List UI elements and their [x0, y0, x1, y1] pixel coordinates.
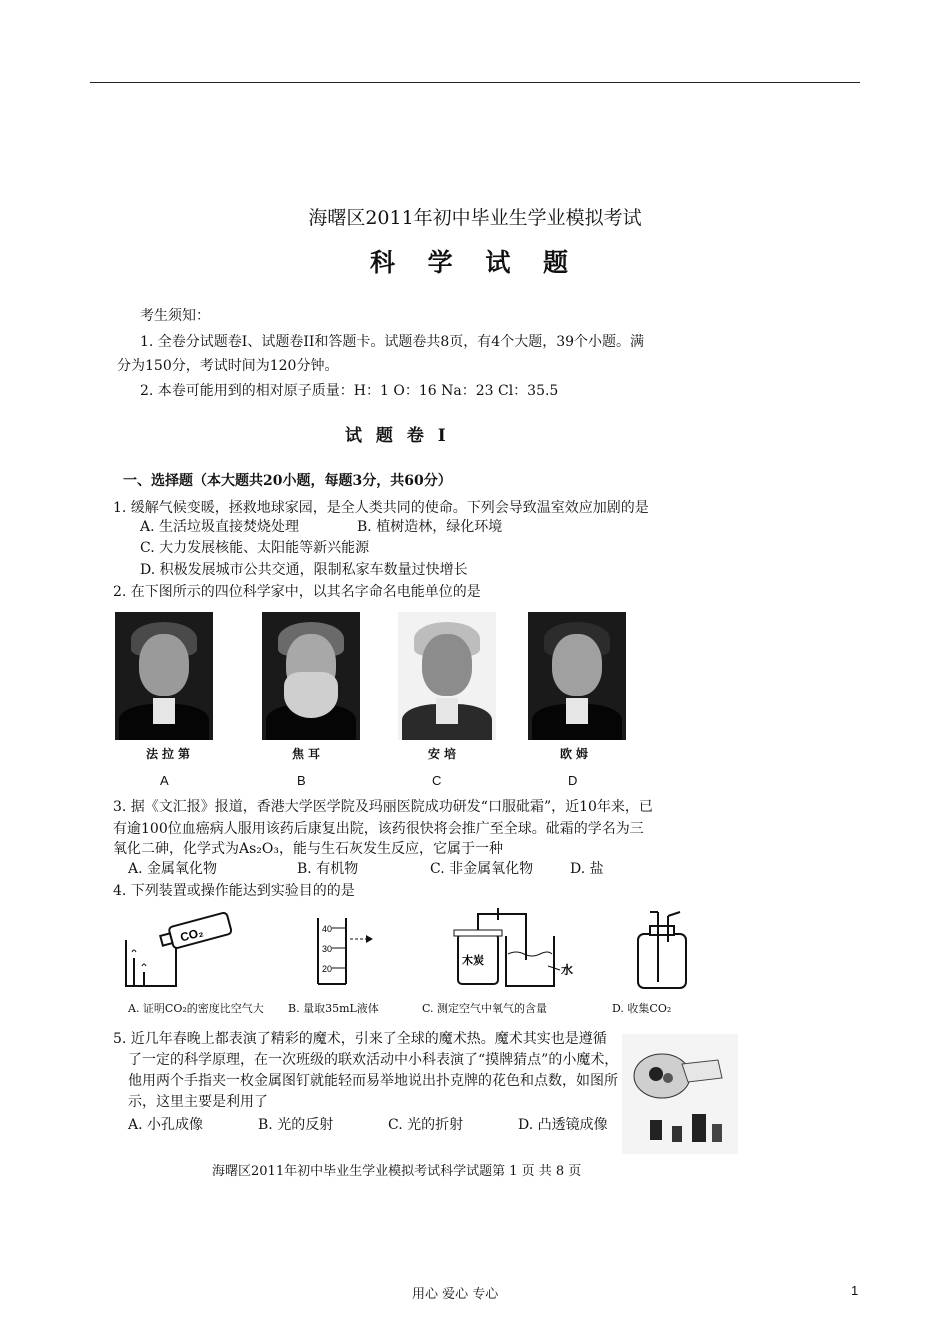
apparatus-caption-b: B. 量取35mL液体: [288, 1002, 379, 1015]
water-label: 水: [561, 963, 574, 977]
q5-option-c: C. 光的折射: [388, 1117, 464, 1133]
notice-item-1-line-2: 分为150分，考试时间为120分钟。: [117, 358, 339, 374]
notice-item-2: 2. 本卷可能用到的相对原子质量：H：1 O：16 Na：23 Cl：35.5: [140, 383, 559, 399]
apparatus-caption-a: A. 证明CO₂的密度比空气大: [128, 1002, 264, 1015]
apparatus-caption-c: C. 测定空气中氧气的含量: [422, 1002, 548, 1015]
q1-stem: 1. 缓解气候变暖，拯救地球家园，是全人类共同的使命。下列会导致温室效应加剧的是: [113, 500, 649, 516]
q5-line-1: 5. 近几年春晚上都表演了精彩的魔术，引来了全球的魔术热。魔术其实也是遵循: [113, 1031, 607, 1047]
q5-option-b: B. 光的反射: [258, 1117, 334, 1133]
section-title: 试 题 卷 Ⅰ: [345, 426, 450, 446]
scientist-label-d: D: [568, 773, 578, 788]
q3-option-d: D. 盐: [570, 861, 604, 877]
notice-heading: 考生须知：: [140, 308, 210, 324]
footer-page-info: 海曙区2011年初中毕业生学业模拟考试科学试题第 1 页 共 8 页: [212, 1164, 582, 1179]
part-label: 一、选择题: [123, 473, 193, 489]
apparatus-caption-d: D. 收集CO₂: [612, 1002, 672, 1015]
q5-line-3: 他用两个手指夹一枚金属图钉就能轻而易举地说出扑克牌的花色和点数，如图所: [128, 1073, 618, 1089]
scientist-name-c: 安培: [428, 747, 461, 761]
q3-line-2: 有逾100位血癌病人服用该药后康复出院，该药很快将会推广至全球。砒霜的学名为三: [113, 821, 644, 837]
notice-item-1-line-1: 1. 全卷分试题卷I、试题卷II和答题卡。试题卷共8页，有4个大题，39个小题。满: [140, 334, 645, 350]
q5-option-a: A. 小孔成像: [128, 1117, 204, 1133]
q2-stem: 2. 在下图所示的四位科学家中，以其名字命名电能单位的是: [113, 584, 481, 600]
q1-option-b: B. 植树造林，绿化环境: [357, 519, 503, 535]
q5-option-d: D. 凸透镜成像: [518, 1117, 608, 1133]
scientist-name-d: 欧姆: [560, 747, 593, 761]
exam-title: 海曙区2011年初中毕业生学业模拟考试: [308, 207, 642, 229]
tick-30: 30: [322, 944, 333, 954]
q3-option-c: C. 非金属氧化物: [430, 861, 534, 877]
q4-apparatus-figure: [118, 908, 718, 998]
q1-option-c: C. 大力发展核能、太阳能等新兴能源: [140, 540, 370, 556]
apparatus-b: [318, 918, 373, 984]
q1-option-d: D. 积极发展城市公共交通，限制私家车数量过快增长: [140, 562, 468, 578]
scientist-label-c: C: [432, 773, 442, 788]
q4-stem: 4. 下列装置或操作能达到实验目的的是: [113, 883, 355, 899]
apparatus-a: [126, 912, 232, 986]
portrait-faraday: [115, 612, 213, 740]
q3-option-b: B. 有机物: [297, 861, 359, 877]
subject-title: 科 学 试 题: [369, 248, 581, 277]
magic-trick-photo: [622, 1034, 738, 1154]
apparatus-c: [454, 908, 573, 986]
q5-line-2: 了一定的科学原理，在一次班级的联欢活动中小科表演了“摸牌猜点”的小魔术，: [128, 1052, 619, 1068]
scientist-label-b: B: [297, 773, 306, 788]
q3-line-3: 氧化二砷，化学式为As₂O₃，能与生石灰发生反应，它属于一种: [113, 841, 503, 857]
apparatus-d: [638, 912, 686, 988]
portrait-ohm: [528, 612, 626, 740]
portrait-joule: [262, 612, 360, 740]
q5-line-4: 示，这里主要是利用了: [128, 1094, 268, 1110]
q3-option-a: A. 金属氧化物: [128, 861, 218, 877]
carbon-label: 木炭: [462, 955, 484, 967]
footer-page-number: 1: [851, 1283, 859, 1298]
scientist-name-b: 焦耳: [292, 747, 325, 761]
footer-motto: 用心 爱心 专心: [412, 1287, 499, 1302]
q1-option-a: A. 生活垃圾直接焚烧处理: [140, 519, 300, 535]
part-heading: [123, 470, 452, 490]
scientist-label-a: A: [160, 773, 169, 788]
tick-20: 20: [322, 964, 333, 974]
portrait-ampere: [398, 612, 496, 740]
scientist-name-a: 法拉第: [146, 747, 195, 761]
q3-line-1: 3. 据《文汇报》报道，香港大学医学院及玛丽医院成功研发“口服砒霜”，近10年来，已: [113, 799, 653, 815]
co2-bottle-label: CO₂: [178, 925, 205, 945]
tick-40: 40: [322, 924, 333, 934]
header-rule: [90, 82, 860, 83]
part-detail: （本大题共20小题，每题3分，共60分）: [193, 473, 452, 489]
